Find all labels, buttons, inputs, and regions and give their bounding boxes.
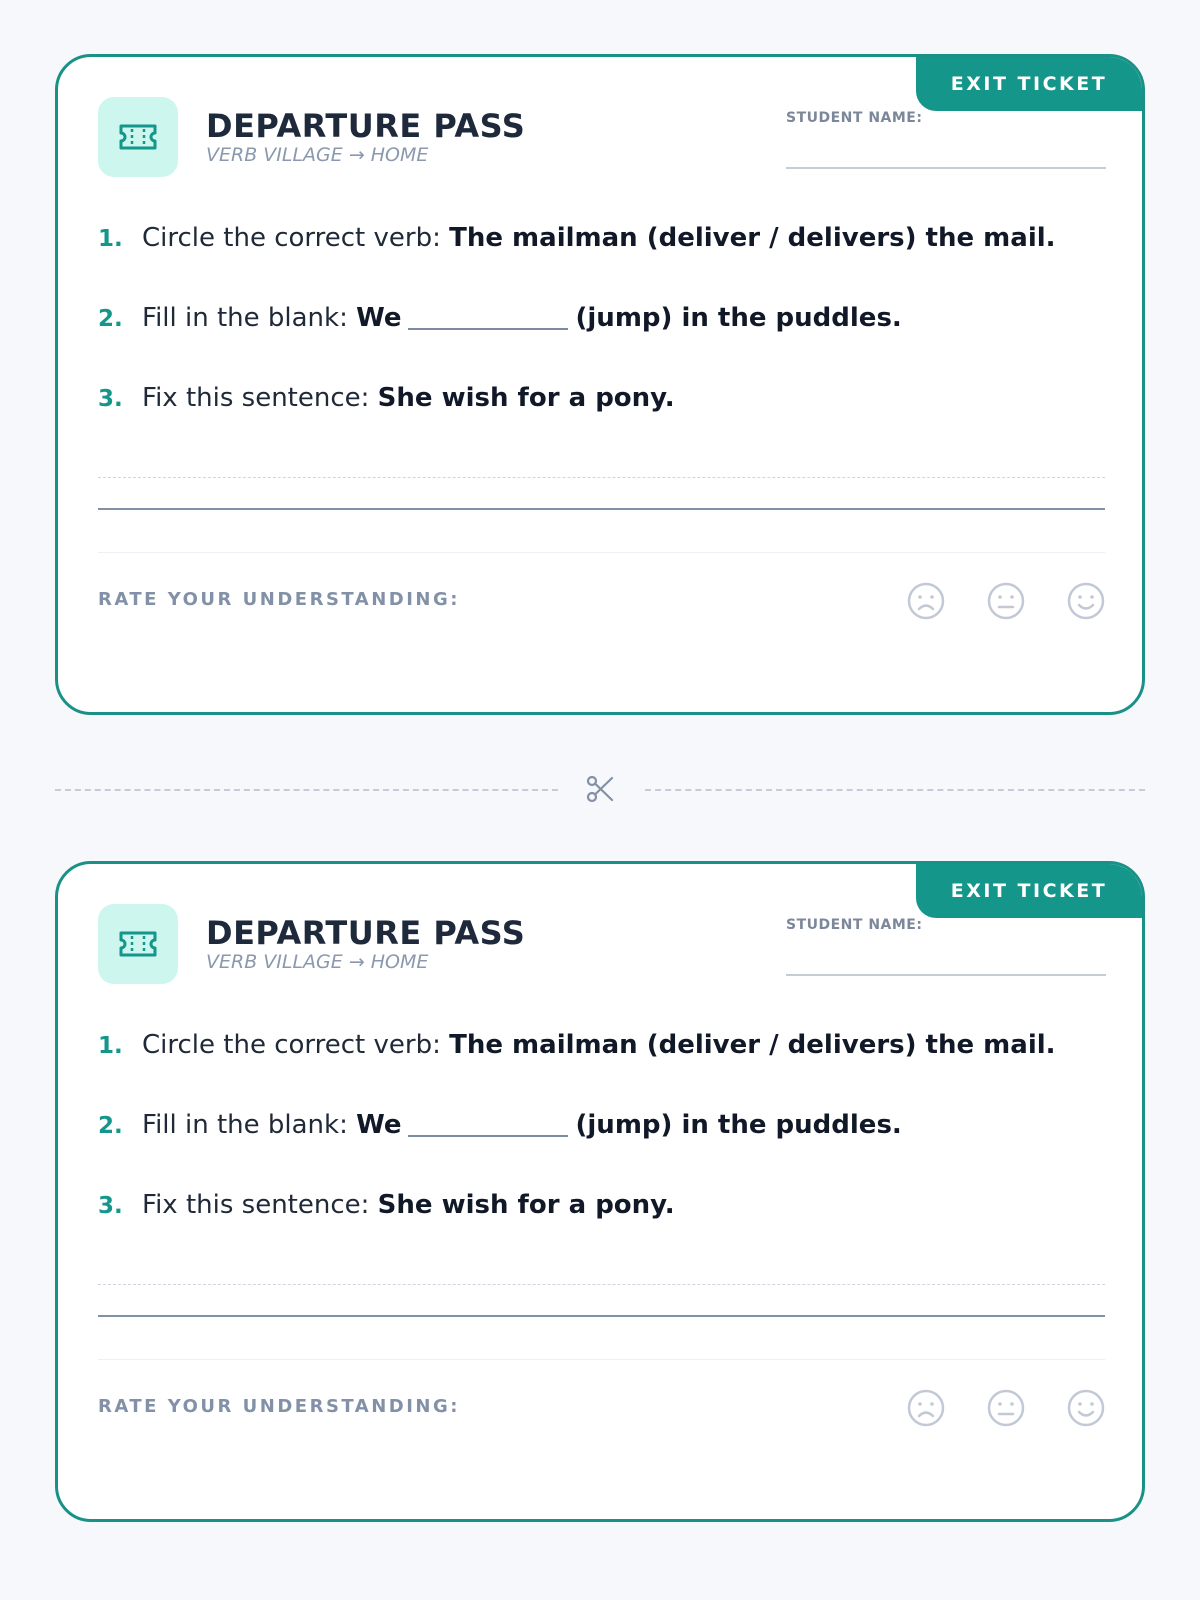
happy-face-icon[interactable]	[1066, 581, 1106, 621]
question-sentence-end: (jump) in the puddles.	[575, 303, 902, 333]
question-sentence: The mailman (deliver / delivers) the mail.	[449, 223, 1056, 253]
divider	[98, 552, 1105, 553]
question-3	[98, 1190, 675, 1221]
rating-label: RATE YOUR UNDERSTANDING:	[98, 589, 460, 610]
question-number: 3.	[98, 1193, 123, 1219]
exit-ticket-top	[55, 54, 1145, 715]
question-number: 2.	[98, 1113, 123, 1139]
ticket-icon-badge	[98, 97, 178, 177]
cut-dashes-left	[55, 789, 558, 791]
question-number: 1.	[98, 1033, 123, 1059]
question-1	[98, 1030, 1056, 1061]
ticket-subtitle: VERB VILLAGE → HOME	[206, 144, 429, 166]
question-prompt: Fix this sentence:	[142, 383, 370, 413]
student-name-label: STUDENT NAME:	[786, 110, 923, 126]
fill-in-blank[interactable]	[408, 328, 568, 330]
ticket-icon-badge	[98, 904, 178, 984]
ticket-title: DEPARTURE PASS	[206, 914, 526, 952]
neutral-face-icon[interactable]	[986, 1388, 1026, 1428]
cut-line	[55, 789, 1145, 819]
question-sentence: She wish for a pony.	[377, 383, 675, 413]
exit-ticket-tag: EXIT TICKET	[916, 864, 1142, 918]
question-prompt: Circle the correct verb:	[142, 1030, 441, 1060]
question-2	[98, 1110, 902, 1141]
cut-dashes-right	[645, 789, 1145, 791]
ticket-subtitle: VERB VILLAGE → HOME	[206, 951, 429, 973]
sad-face-icon[interactable]	[906, 581, 946, 621]
divider	[98, 1359, 1105, 1360]
sad-face-icon[interactable]	[906, 1388, 946, 1428]
scissors-icon	[584, 773, 616, 805]
fill-in-blank[interactable]	[408, 1135, 568, 1137]
question-sentence-start: We	[356, 1110, 402, 1140]
exit-ticket-bottom	[55, 861, 1145, 1522]
question-prompt: Fill in the blank:	[142, 1110, 348, 1140]
question-number: 2.	[98, 306, 123, 332]
question-sentence: The mailman (deliver / delivers) the mail.	[449, 1030, 1056, 1060]
question-3	[98, 383, 675, 414]
question-prompt: Fix this sentence:	[142, 1190, 370, 1220]
question-sentence: She wish for a pony.	[377, 1190, 675, 1220]
question-1	[98, 223, 1056, 254]
question-2	[98, 303, 902, 334]
ticket-icon	[118, 123, 158, 151]
question-number: 3.	[98, 386, 123, 412]
answer-line[interactable]	[98, 1315, 1105, 1317]
ticket-title: DEPARTURE PASS	[206, 107, 526, 145]
student-name-field[interactable]	[786, 974, 1106, 976]
ticket-icon	[118, 930, 158, 958]
exit-ticket-tag: EXIT TICKET	[916, 57, 1142, 111]
question-sentence-start: We	[356, 303, 402, 333]
question-sentence-end: (jump) in the puddles.	[575, 1110, 902, 1140]
student-name-label: STUDENT NAME:	[786, 917, 923, 933]
happy-face-icon[interactable]	[1066, 1388, 1106, 1428]
neutral-face-icon[interactable]	[986, 581, 1026, 621]
answer-guide-line	[98, 1284, 1105, 1285]
student-name-field[interactable]	[786, 167, 1106, 169]
question-number: 1.	[98, 226, 123, 252]
question-prompt: Circle the correct verb:	[142, 223, 441, 253]
answer-guide-line	[98, 477, 1105, 478]
rating-label: RATE YOUR UNDERSTANDING:	[98, 1396, 460, 1417]
answer-line[interactable]	[98, 508, 1105, 510]
question-prompt: Fill in the blank:	[142, 303, 348, 333]
